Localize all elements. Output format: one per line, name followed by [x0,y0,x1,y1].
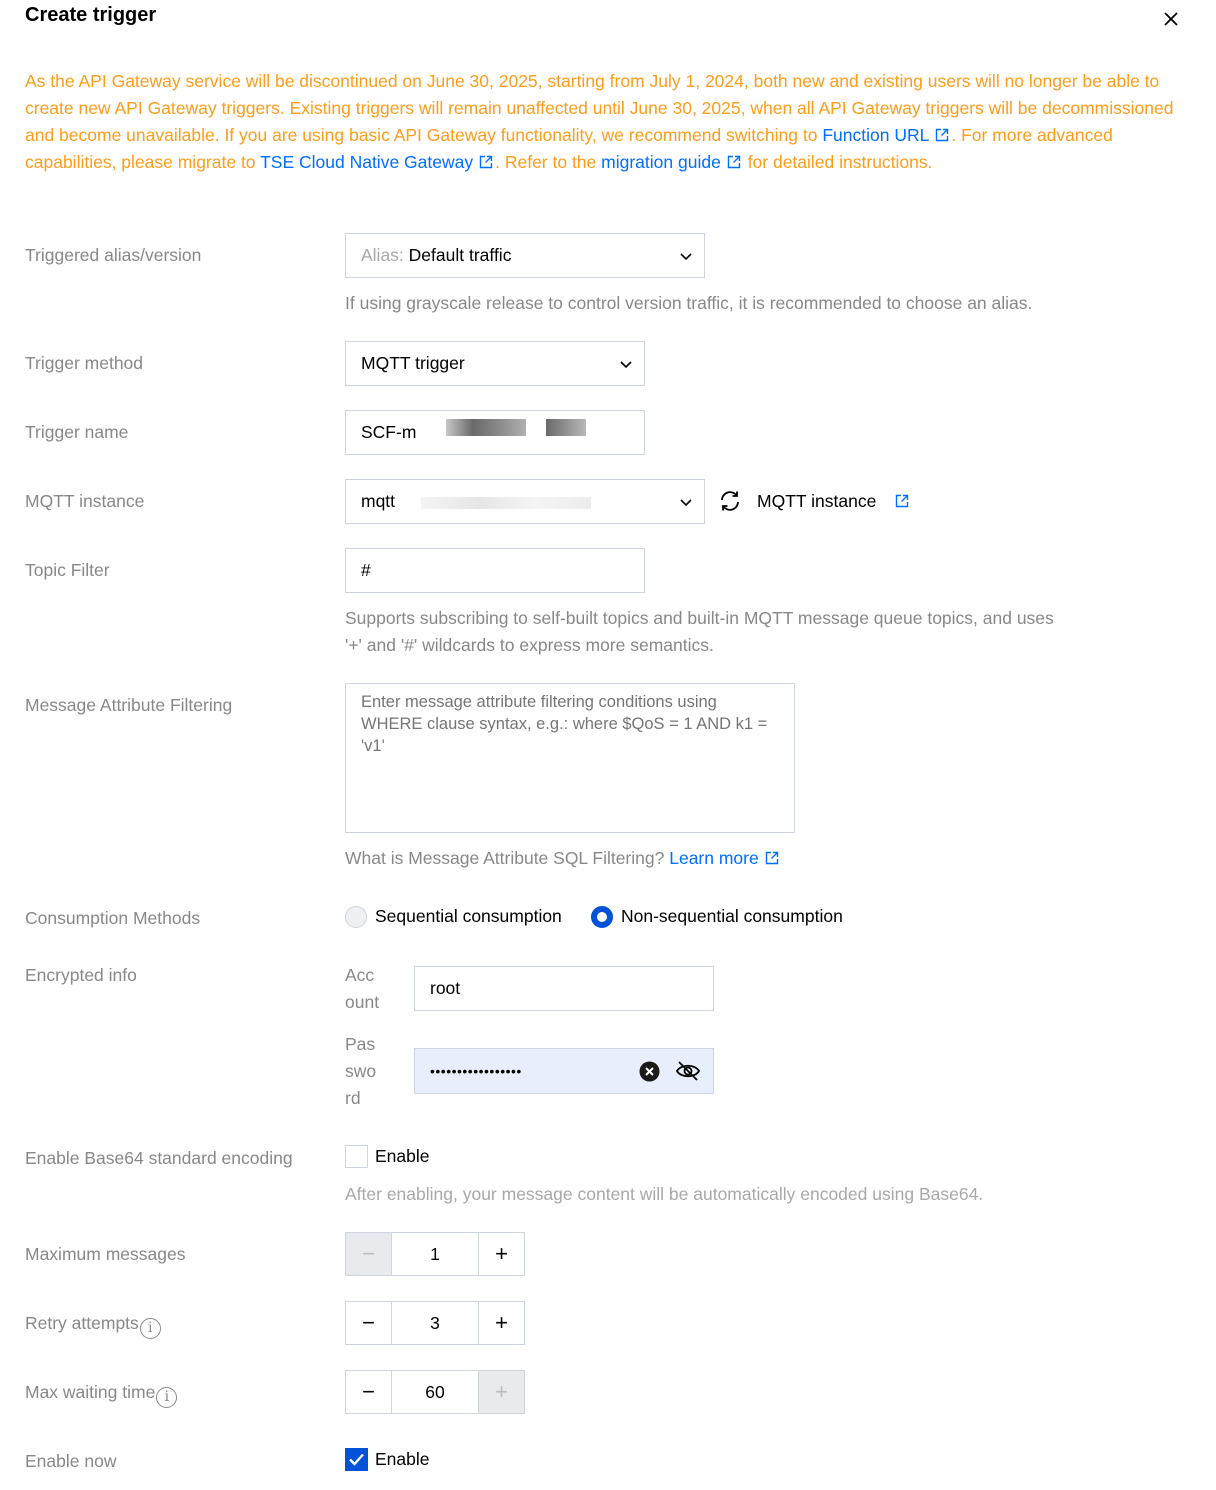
instance-value: mqtt [361,491,396,511]
warning-text: . Refer to the [495,152,597,172]
decrement-button[interactable]: − [362,1310,375,1335]
radio-sequential-label[interactable]: Sequential consumption [375,906,562,926]
check-icon [346,1449,367,1470]
radio-sequential[interactable] [345,906,367,928]
warning-text: As the API Gateway service will be discontinued on June 30, 2025, starting from July 1, 2024, both new and existing users will no longer be able to create new API Gateway triggers. Existing triggers will remain unaffected until June 30, 2025, when all API Gateway triggers will be decommissioned and become unavailable. If you are using basic API Gateway functionality, we recommend switching to [25,71,1174,145]
increment-button[interactable]: + [479,1371,524,1413]
enable-now-checkbox[interactable] [345,1448,368,1471]
consumption-label: Consumption Methods [25,908,201,928]
radio-non-sequential-label[interactable]: Non-sequential consumption [621,906,843,926]
radio-non-sequential[interactable] [591,906,613,928]
chevron-down-icon [618,356,634,372]
redacted-text [421,497,591,509]
chevron-down-icon [678,248,694,264]
enable-now-checkbox-label[interactable]: Enable [375,1449,430,1469]
topic-hint-line1: Supports subscribing to self-built topics and built-in MQTT message queue topics, and uses [345,608,1054,628]
max-messages-value[interactable]: 1 [391,1233,479,1275]
trigger-name-input[interactable] [345,410,645,455]
chevron-down-icon [678,494,694,510]
password-label-part: Pas [345,1034,376,1054]
mqtt-instance-link[interactable]: MQTT instance [757,491,877,511]
password-label-part: swo [345,1061,377,1081]
max-wait-stepper [345,1370,525,1414]
account-label-part: ount [345,992,380,1012]
decrement-button[interactable]: − [346,1233,391,1275]
redacted-text [446,419,526,436]
account-label-part: Acc [345,965,375,985]
increment-button[interactable]: + [495,1310,508,1335]
method-value: MQTT trigger [361,353,465,373]
instance-label: MQTT instance [25,491,145,511]
max-wait-label [25,1382,177,1408]
function-url-link[interactable]: Function URL [822,125,930,145]
attr-filter-hint [345,845,781,872]
decrement-button[interactable]: − [362,1379,375,1404]
account-value: root [430,978,461,998]
tse-gateway-link[interactable]: TSE Cloud Native Gateway [260,152,474,172]
max-messages-label: Maximum messages [25,1244,186,1264]
topic-filter-input[interactable] [345,548,645,593]
retry-stepper [345,1301,525,1345]
deprecation-warning [25,68,1185,176]
redacted-text [546,419,586,436]
attr-filter-textarea[interactable] [345,683,795,833]
topic-label: Topic Filter [25,560,110,580]
retry-label-text: Retry attempts [25,1313,139,1333]
info-icon[interactable]: i [156,1387,177,1408]
warning-text: . For more advanced capabilities, please migrate to [25,125,1113,172]
external-link-icon [765,846,779,860]
name-value: SCF-m [361,422,417,442]
warning-text: for detailed instructions. [747,152,933,172]
trigger-method-select[interactable] [345,341,645,386]
encrypted-label: Encrypted info [25,965,137,985]
method-label: Trigger method [25,353,144,373]
refresh-icon[interactable] [718,489,742,513]
attr-filter-hint-text: What is Message Attribute SQL Filtering? [345,848,665,868]
increment-button[interactable]: + [495,1241,508,1266]
eye-off-icon[interactable] [675,1060,701,1087]
attr-filter-label: Message Attribute Filtering [25,695,233,715]
base64-checkbox-label[interactable]: Enable [375,1146,430,1166]
password-label [345,1031,395,1112]
base64-label: Enable Base64 standard encoding [25,1148,293,1168]
base64-checkbox[interactable] [345,1145,368,1168]
base64-hint: After enabling, your message content will be automatically encoded using Base64. [345,1184,984,1204]
password-label-part: rd [345,1088,361,1108]
password-value: ••••••••••••••••• [430,1063,522,1079]
max-wait-value[interactable]: 60 [391,1371,479,1413]
topic-value: # [361,560,371,580]
external-link-icon [479,150,493,164]
migration-guide-link[interactable]: migration guide [601,152,721,172]
name-label: Trigger name [25,422,129,442]
dialog-title: Create trigger [25,4,157,26]
mqtt-instance-select[interactable] [345,479,705,524]
retry-label [25,1313,161,1339]
max-messages-stepper [345,1232,525,1276]
external-link-icon [895,494,909,513]
external-link-icon [935,123,949,137]
alias-label: Triggered alias/version [25,245,202,265]
alias-value: Default traffic [408,245,512,265]
clear-icon[interactable] [639,1061,660,1087]
topic-hint-line2: '+' and '#' wildcards to express more semantics. [345,635,714,655]
account-input[interactable] [414,966,714,1011]
max-wait-label-text: Max waiting time [25,1382,156,1402]
account-label [345,962,395,1016]
enable-now-label: Enable now [25,1451,117,1471]
info-icon[interactable]: i [140,1318,161,1339]
alias-prefix: Alias: [361,245,404,265]
retry-value[interactable]: 3 [391,1302,479,1344]
learn-more-link[interactable]: Learn more [669,848,759,868]
alias-hint: If using grayscale release to control version traffic, it is recommended to choose an alias. [345,293,1033,313]
external-link-icon [727,150,741,164]
close-icon[interactable] [1160,8,1182,30]
password-input[interactable] [414,1048,714,1094]
alias-select[interactable] [345,233,705,278]
